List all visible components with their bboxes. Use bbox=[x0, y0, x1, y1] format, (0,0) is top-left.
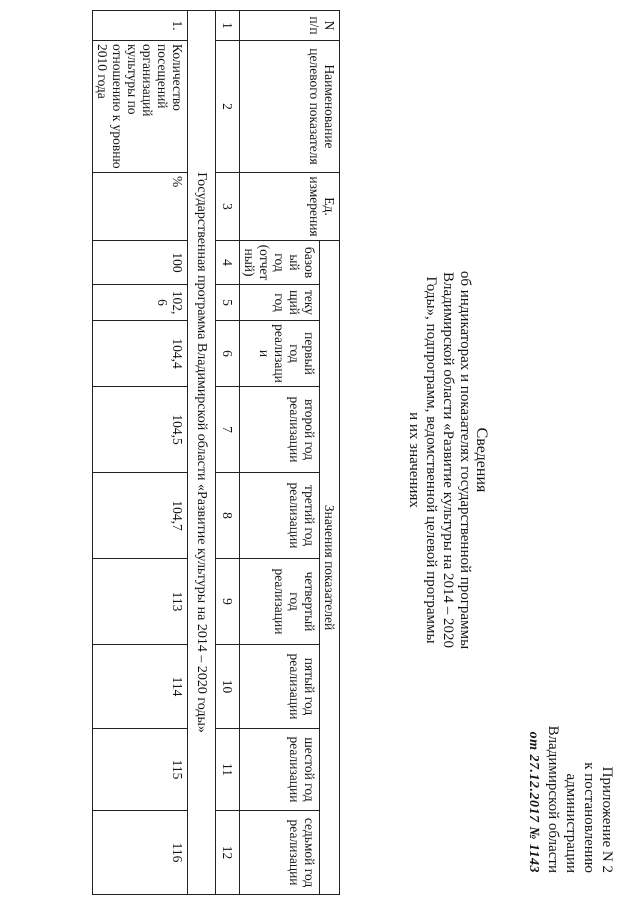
title-line: и их значениях bbox=[406, 412, 422, 508]
row-value: 100 bbox=[93, 241, 188, 285]
row-value: 104,4 bbox=[93, 321, 188, 387]
header-value: второй год реализации bbox=[240, 387, 320, 473]
header-unit: Ед. измерения bbox=[240, 173, 340, 241]
column-number: 11 bbox=[216, 729, 240, 811]
appendix-line: Приложение N 2 bbox=[599, 766, 615, 873]
header-name: Наименование целевого показателя bbox=[240, 41, 340, 173]
appendix-line: Владимирской области bbox=[545, 725, 561, 873]
title-line: Сведения bbox=[473, 427, 490, 493]
header-value: шестой год реализации bbox=[240, 729, 320, 811]
column-number: 3 bbox=[216, 173, 240, 241]
column-number: 10 bbox=[216, 645, 240, 729]
header-value: седьмой год реализации bbox=[240, 811, 320, 895]
header-value: четвертый год реализации bbox=[240, 559, 320, 645]
appendix-block bbox=[524, 653, 616, 873]
appendix-line: администрации bbox=[563, 773, 579, 873]
column-number: 6 bbox=[216, 321, 240, 387]
row-value: 104,5 bbox=[93, 387, 188, 473]
title-line: об индикаторах и показателях государственной программы bbox=[457, 270, 473, 650]
column-number: 2 bbox=[216, 41, 240, 173]
order-number: от 27.12.2017 № 1143 bbox=[526, 731, 541, 873]
row-value: 113 bbox=[93, 559, 188, 645]
section-title: Государственная программа Владимирской области «Развитие культуры на 2014 – 2020 годы» bbox=[188, 11, 216, 895]
column-number: 7 bbox=[216, 387, 240, 473]
row-value: 114 bbox=[93, 645, 188, 729]
column-number: 8 bbox=[216, 473, 240, 559]
title-line: Годы», подпрограмм, ведомственной целевой программы bbox=[423, 276, 439, 644]
column-number-row bbox=[216, 11, 240, 895]
header-values-group: Значения показателей bbox=[320, 241, 340, 895]
row-unit: % bbox=[93, 173, 188, 241]
indicators-table bbox=[92, 10, 340, 895]
row-value: 102,6 bbox=[93, 285, 188, 321]
table-row bbox=[93, 11, 188, 895]
document-title bbox=[405, 200, 490, 720]
section-row bbox=[188, 11, 216, 895]
header-value: текущий год bbox=[240, 285, 320, 321]
column-number: 12 bbox=[216, 811, 240, 895]
header-value: первый год реализации bbox=[240, 321, 320, 387]
row-value: 116 bbox=[93, 811, 188, 895]
header-value: базовый год (отчетный) bbox=[240, 241, 320, 285]
column-number: 1 bbox=[216, 11, 240, 41]
header-value: пятый год реализации bbox=[240, 645, 320, 729]
column-number: 5 bbox=[216, 285, 240, 321]
column-number: 4 bbox=[216, 241, 240, 285]
header-row-group bbox=[320, 11, 340, 895]
header-n: N п/п bbox=[240, 11, 340, 41]
row-value: 115 bbox=[93, 729, 188, 811]
row-number: 1. bbox=[93, 11, 188, 41]
header-value: третий год реализации bbox=[240, 473, 320, 559]
column-number: 9 bbox=[216, 559, 240, 645]
appendix-line: к постановлению bbox=[581, 762, 597, 873]
row-value: 104,7 bbox=[93, 473, 188, 559]
row-indicator-name: Количество посещений организаций культуры по отношению к уровню 2010 года bbox=[93, 41, 188, 173]
title-line: Владимирской области «Развитие культуры на 2014 – 2020 bbox=[440, 272, 456, 648]
